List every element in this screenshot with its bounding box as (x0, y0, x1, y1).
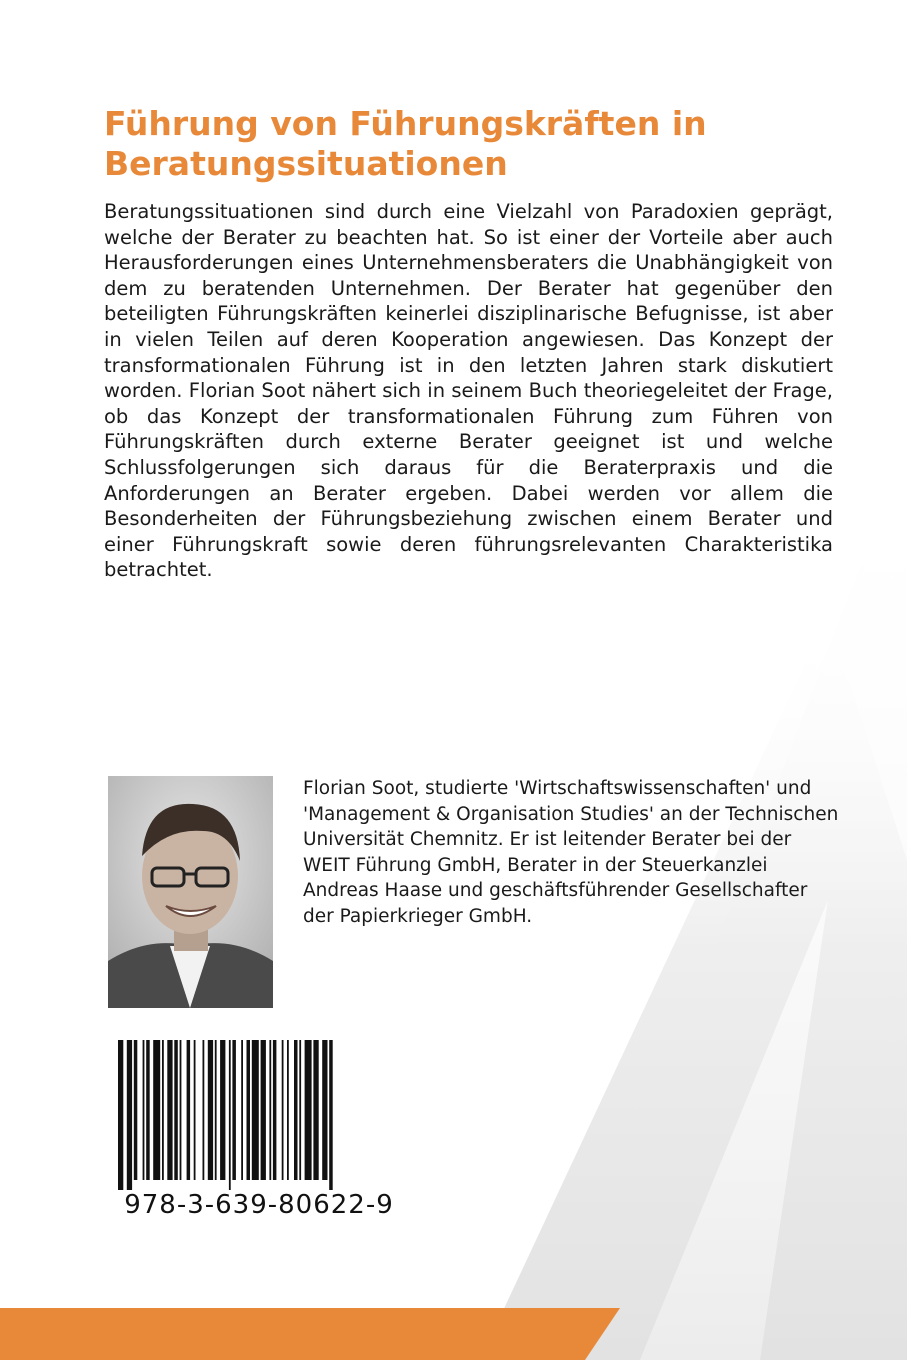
barcode-bar (220, 1040, 225, 1180)
barcode-bar (287, 1040, 289, 1180)
author-photo (108, 776, 273, 1008)
orange-band (0, 1308, 907, 1360)
barcode-bar (313, 1040, 318, 1180)
barcode-bar (269, 1040, 271, 1180)
barcode-bar (208, 1040, 213, 1180)
barcode-bar (187, 1040, 191, 1180)
barcode-bar (261, 1040, 266, 1180)
barcode-bar (167, 1040, 172, 1180)
barcode-bar (282, 1040, 284, 1180)
barcode-bar (203, 1040, 205, 1180)
isbn-number: 978-3-639-80622-9 (124, 1190, 394, 1220)
barcode-bar (329, 1040, 333, 1190)
barcode-bars (114, 1040, 404, 1190)
barcode-bar (273, 1040, 277, 1180)
barcode-bar (127, 1040, 132, 1190)
barcode-bar (194, 1040, 196, 1180)
barcode-bar (215, 1040, 217, 1180)
barcode-bar (153, 1040, 160, 1180)
barcode-bar (174, 1040, 178, 1180)
author-bio: Florian Soot, studierte 'Wirtschaftswissenschaften' und 'Management & Organisation Studies' an der Technischen Universität Chemnitz. Er ist leitender Berater bei der WEIT Führung GmbH, Berater in der Steuerkanzlei Andreas Haase und geschäftsführender Gesellschafter der Papierkrieger GmbH. (303, 778, 839, 927)
barcode-bar (322, 1040, 327, 1180)
barcode-bar (180, 1040, 182, 1180)
book-title: Führung von Führungskräften in Beratungssituationen (104, 104, 707, 183)
barcode-bar (305, 1040, 312, 1180)
barcode-bar (299, 1040, 301, 1180)
barcode-bar (294, 1040, 298, 1180)
barcode-bar (241, 1040, 243, 1180)
barcode-bar (252, 1040, 259, 1180)
barcode-bar (247, 1040, 251, 1180)
barcode-bar (143, 1040, 145, 1180)
barcode-bar (162, 1040, 164, 1180)
author-portrait-icon (108, 776, 273, 1008)
barcode-bar (118, 1040, 123, 1190)
barcode-bar (134, 1040, 138, 1180)
barcode-bar (229, 1040, 231, 1190)
barcode-bar (232, 1040, 236, 1180)
book-blurb: Beratungssituationen sind durch eine Vielzahl von Paradoxien geprägt, welche der Berater zu beachten hat. So ist einer der Vorteile aber auch Herausforderungen eines Unternehmensberaters die Unabhängigkeit von dem zu beratenden Unternehmen. Der Berater hat gegenüber den beteiligten Führungskräften keinerlei disziplinarische Befugnisse, ist aber in vielen Teilen auf deren Kooperation angewiesen. Das Konzept der transformationalen Führung ist in den letzten Jahren stark diskutiert worden. Florian Soot nähert sich in seinem Buch theoriegeleitet der Frage, ob das Konzept der transformationalen Führung zum Führen von Führungskräften durch externe Berater geeignet ist und welche Schlussfolgerungen sich daraus für die Beraterpraxis und die Anforderungen an Berater ergeben. Dabei werden vor allem die Besonderheiten der Führungsbeziehung zwischen einem Berater und einer Führungskraft sowie deren führungsrelevanten Charakteristika betrachtet. (104, 200, 833, 582)
barcode-bar (146, 1040, 150, 1180)
